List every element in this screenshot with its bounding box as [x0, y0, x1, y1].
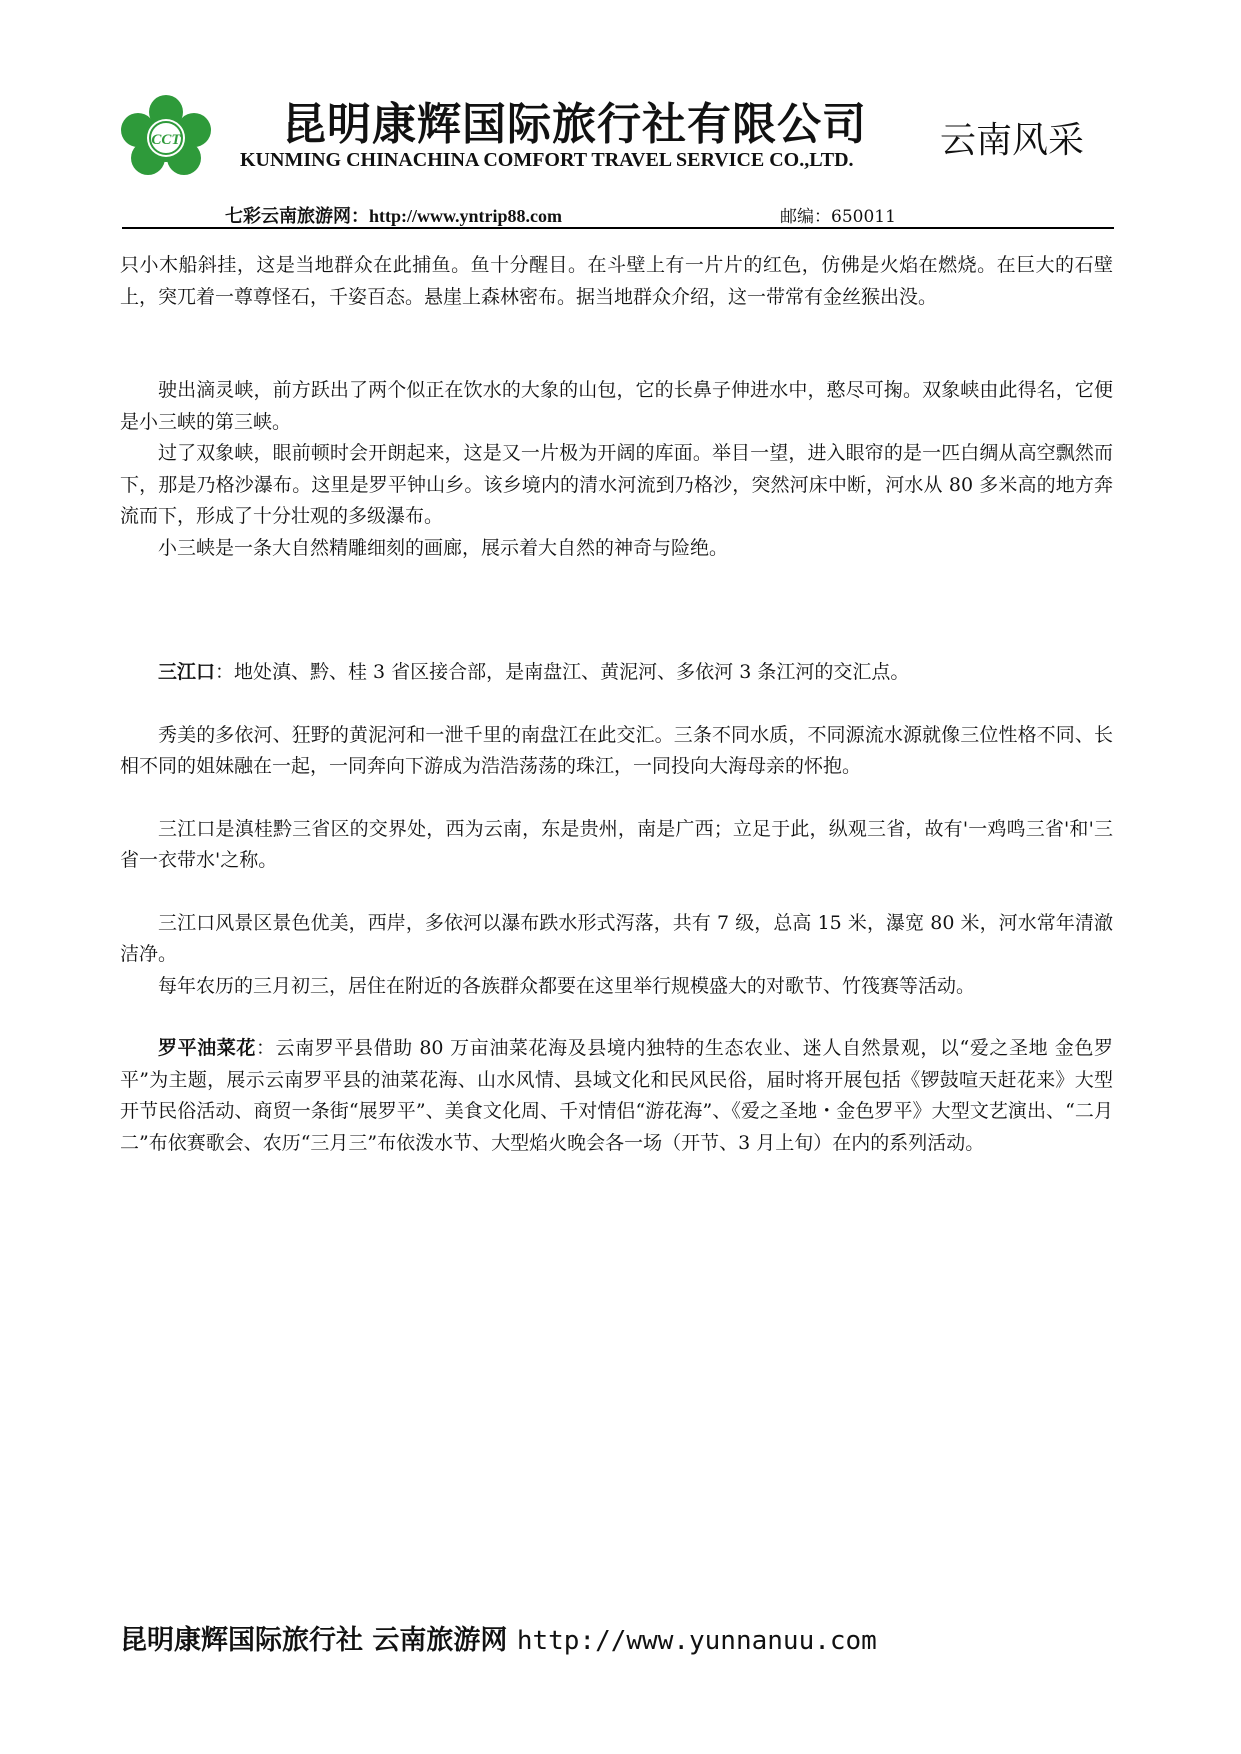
website-label: 七彩云南旅游网：	[225, 206, 369, 227]
paragraph-sanjiangkou-intro	[120, 657, 1113, 689]
spacer	[120, 689, 1113, 720]
section-title-sanjiangkou: 三江口	[158, 661, 216, 683]
section-title-luoping: 罗平油菜花	[158, 1037, 256, 1059]
company-logo	[118, 94, 214, 178]
flower-logo-icon	[118, 94, 214, 178]
paragraph-text: ：地处滇、黔、桂 3 省区接合部，是南盘江、黄泥河、多依河 3 条江河的交汇点。	[215, 661, 910, 683]
spacer	[120, 877, 1113, 908]
paragraph: 秀美的多依河、狂野的黄泥河和一泄千里的南盘江在此交汇。三条不同水质，不同源流水源就像三位性格不同、长相不同的姐妹融在一起，一同奔向下游成为浩浩荡荡的珠江，一同投向大海母亲的怀抱。	[120, 723, 1113, 777]
logo-text: CCT	[151, 132, 181, 148]
paragraph: 三江口是滇桂黔三省区的交界处，西为云南，东是贵州，南是广西；立足于此，纵观三省，故有'一鸡鸣三省'和'三省一衣带水'之称。	[120, 817, 1113, 871]
company-name-cn: 昆明康辉国际旅行社有限公司	[282, 99, 867, 150]
paragraph: 小三峡是一条大自然精雕细刻的画廊，展示着大自然的神奇与险绝。	[158, 536, 729, 559]
spacer	[120, 783, 1113, 814]
footer	[120, 1618, 877, 1657]
website-line	[225, 202, 562, 228]
spacer	[120, 313, 1113, 375]
company-name-en: KUNMING CHINACHINA COMFORT TRAVEL SERVICE CO.,LTD.	[240, 149, 854, 171]
header-divider	[122, 227, 1114, 229]
paragraph-text: ：云南罗平县借助 80 万亩油菜花海及县境内独特的生态农业、迷人自然景观，以“爱之圣地 金色罗平”为主题，展示云南罗平县的油菜花海、山水风情、县域文化和民风民俗，届时将开展包括《锣鼓喧天赶花来》大型开节民俗活动、商贸一条街“展罗平”、美食文化周、千对情侣“游花海”、《爱之圣地・金色罗平》大型文艺演出、“二月二”布依赛歌会、农历“三月三”布依泼水节、大型焰火晚会各一场（开节、3 月上旬）在内的系列活动。	[120, 1037, 1113, 1154]
spacer	[120, 564, 1113, 626]
paragraph: 驶出滴灵峡，前方跃出了两个似正在饮水的大象的山包，它的长鼻子伸进水中，憨尽可掬。双象峡由此得名，它便是小三峡的第三峡。	[120, 379, 1113, 433]
paragraph: 每年农历的三月初三，居住在附近的各族群众都要在这里举行规模盛大的对歌节、竹筏赛等活动。	[158, 974, 976, 997]
spacer	[120, 626, 1113, 657]
document-body	[120, 250, 1113, 1159]
website-url[interactable]: http://www.yntrip88.com	[369, 206, 562, 226]
footer-text: 昆明康辉国际旅行社 云南旅游网	[120, 1625, 517, 1656]
slogan: 云南风采	[940, 120, 1085, 161]
paragraph: 过了双象峡，眼前顿时会开朗起来，这是又一片极为开阔的库面。举目一望，进入眼帘的是一匹白绸从高空飘然而下，那是乃格沙瀑布。这里是罗平钟山乡。该乡境内的清水河流到乃格沙，突然河床中断，河水从 80 多米高的地方奔流而下，形成了十分壮观的多级瀑布。	[120, 442, 1113, 527]
spacer	[120, 1002, 1113, 1033]
footer-url[interactable]: http://www.yunnanuu.com	[516, 1626, 877, 1656]
paragraph: 只小木船斜挂，这是当地群众在此捕鱼。鱼十分醒目。在斗壁上有一片片的红色，仿佛是火焰在燃烧。在巨大的石壁上，突兀着一尊尊怪石，千姿百态。悬崖上森林密布。据当地群众介绍，这一带常有金丝猴出没。	[120, 254, 1113, 308]
paragraph-luoping-intro	[120, 1033, 1113, 1159]
paragraph: 三江口风景区景色优美，西岸，多依河以瀑布跌水形式泻落，共有 7 级，总高 15 米，瀑宽 80 米，河水常年清澈洁净。	[120, 911, 1113, 965]
postcode: 邮编：650011	[780, 207, 896, 227]
